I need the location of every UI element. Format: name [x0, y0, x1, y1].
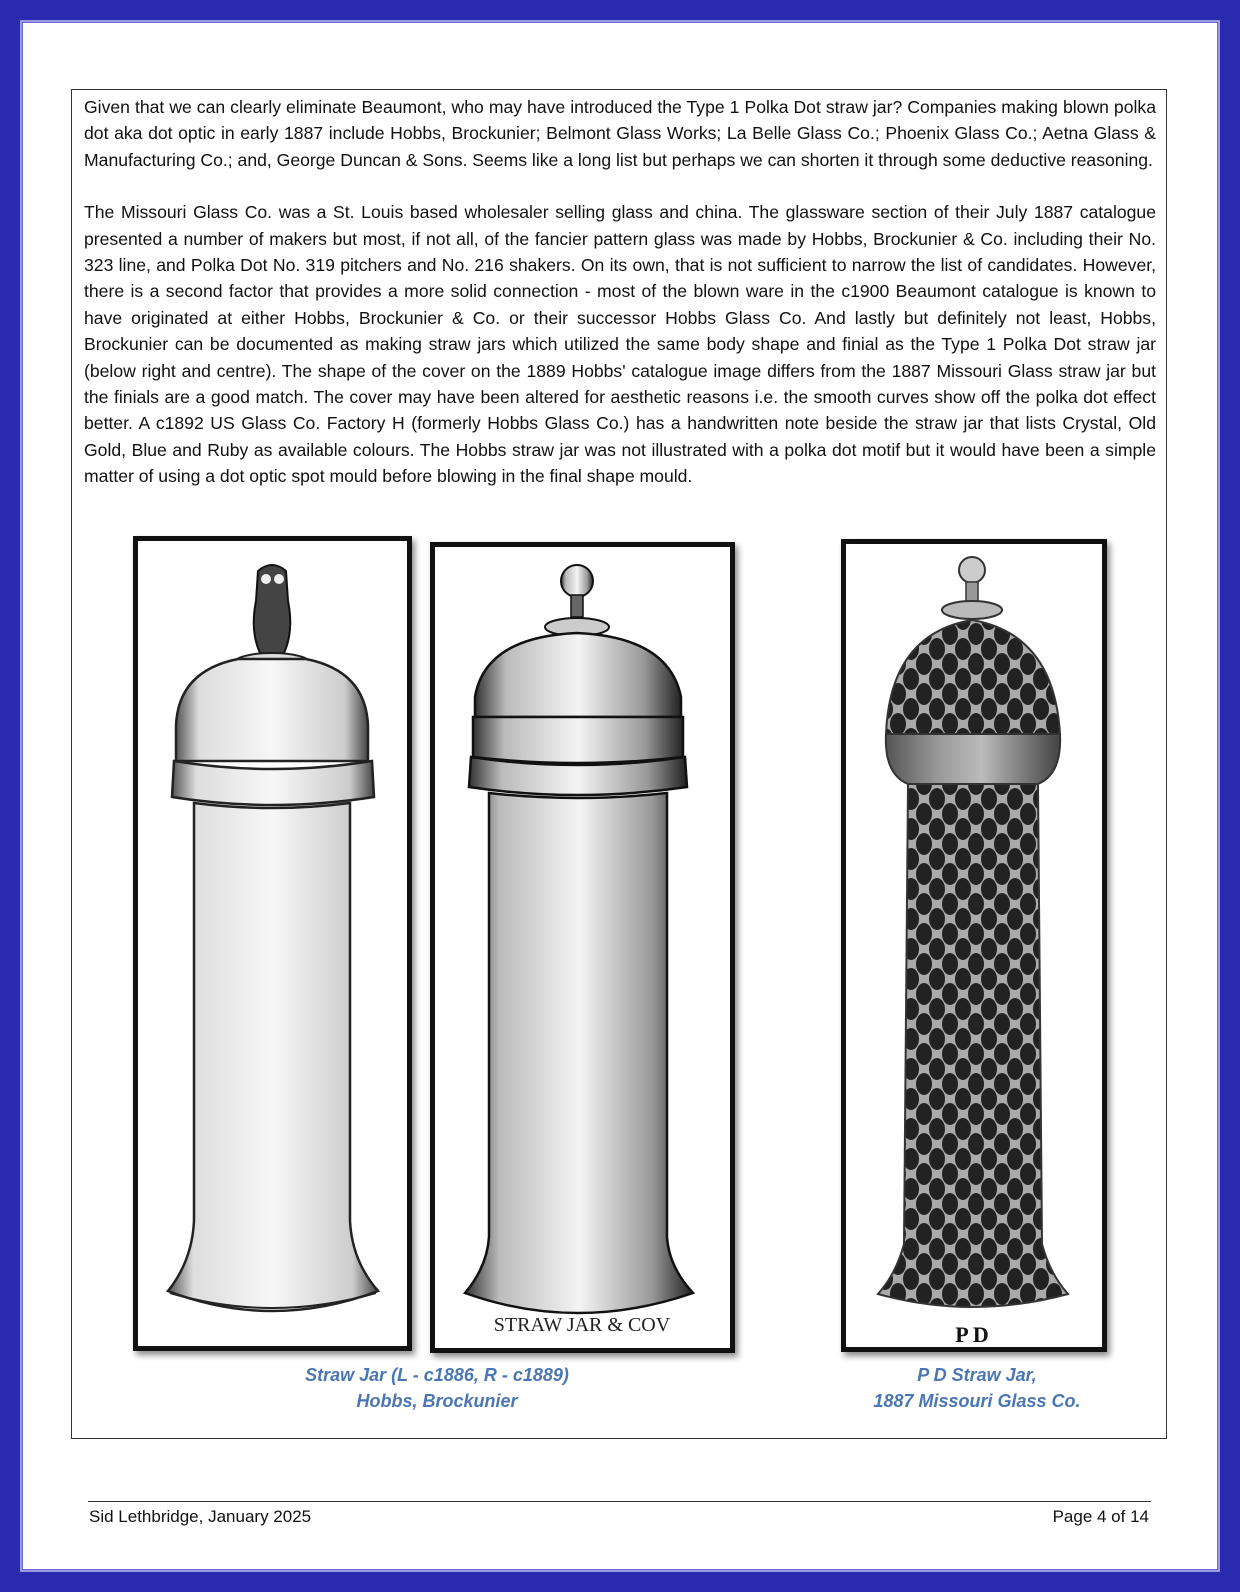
left-caption-line1: Straw Jar (L - c1886, R - c1889)	[305, 1365, 569, 1385]
left-caption	[252, 1362, 622, 1414]
footer-rule	[88, 1501, 1151, 1502]
body-text	[84, 94, 1156, 516]
content-box	[71, 89, 1167, 1439]
straw-jar-c1886-drawing	[138, 541, 407, 1346]
straw-jar-c1889-image	[430, 542, 735, 1353]
straw-jar-c1889-drawing	[435, 547, 730, 1348]
paragraph-2: The Missouri Glass Co. was a St. Louis based wholesaler selling glass and china. The glassware section of their July 1887 catalogue presented a number of makers but most, if not all, of the fancier pattern glass was made by Hobbs, Brockunier & Co. including their No. 323 line, and Polka Dot No. 319 pitchers and No. 216 shakers. On its own, that is not sufficient to narrow the list of candidates. However, there is a second factor that provides a more solid connection - most of the blown ware in the c1900 Beaumont catalogue is known to have originated at either Hobbs, Brockunier & Co. or their successor Hobbs Glass Co. And lastly but definitely not least, Hobbs, Brockunier can be documented as making straw jars which utilized the same body shape and finial as the Type 1 Polka Dot straw jar (below right and centre). The shape of the cover on the 1889 Hobbs' catalogue image differs from the 1887 Missouri Glass straw jar but the finials are a good match. The cover may have been altered for aesthetic reasons i.e. the smooth curves show off the polka dot effect better. A c1892 US Glass Co. Factory H (formerly Hobbs Glass Co.) has a handwritten note beside the straw jar that lists Crystal, Old Gold, Blue and Ruby as available colours. The Hobbs straw jar was not illustrated with a polka dot motif but it would have been a simple matter of using a dot optic spot mould before blowing in the final shape mould.	[84, 202, 1156, 487]
footer-author: Sid Lethbridge, January 2025	[89, 1507, 312, 1526]
right-image-label: P D	[955, 1322, 989, 1347]
center-image-label: STRAW JAR & COV	[493, 1314, 671, 1336]
right-caption-line2: 1887 Missouri Glass Co.	[873, 1391, 1081, 1411]
right-caption	[832, 1362, 1122, 1414]
right-caption-line1: P D Straw Jar,	[917, 1365, 1037, 1385]
paragraph-1: Given that we can clearly eliminate Beaumont, who may have introduced the Type 1 Polka Dot straw jar? Companies making blown polka dot aka dot optic in early 1887 include Hobbs, Brockunier; Belmont Glass Works; La Belle Glass Co.; Phoenix Glass Co.; Aetna Glass & Manufacturing Co.; and, George Duncan & Sons. Seems like a long list but perhaps we can shorten it through some deductive reasoning.	[84, 97, 1156, 170]
straw-jar-c1886-image	[133, 536, 412, 1351]
pd-straw-jar-drawing	[846, 544, 1102, 1347]
footer-page-number: Page 4 of 14	[1052, 1507, 1149, 1526]
left-caption-line2: Hobbs, Brockunier	[356, 1391, 518, 1411]
pd-straw-jar-image	[841, 539, 1107, 1352]
